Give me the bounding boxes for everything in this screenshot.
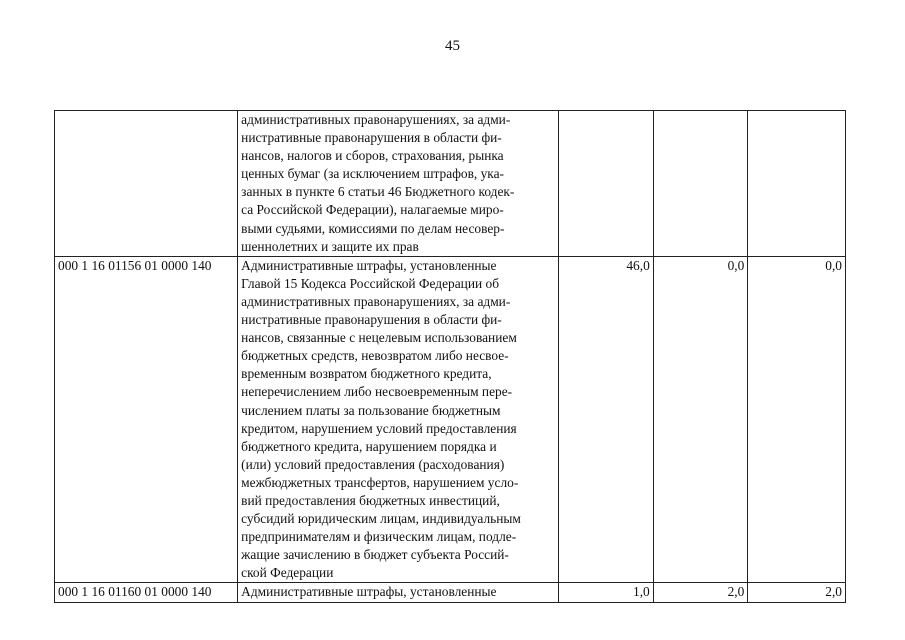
description-line: (или) условий предоставления (расходования): [241, 456, 505, 472]
description-line: Административные штрафы, установленные: [241, 257, 497, 273]
amount-year-2: [653, 111, 748, 257]
description-line: административных правонарушениях, за адми-: [241, 293, 511, 309]
amount-year-3: 0,0: [748, 256, 846, 583]
table-row: [55, 583, 846, 602]
revenue-description: [238, 583, 559, 602]
amount-year-3: [748, 111, 846, 257]
description-line: нансов, налогов и сборов, страхования, рынка: [241, 148, 504, 164]
budget-classification-code: 000 1 16 01160 01 0000 140: [55, 583, 238, 602]
revenue-description: [238, 256, 559, 583]
description-line: выми судьями, комиссиями по делам несовер-: [241, 220, 505, 236]
description-line: занных в пункте 6 статьи 46 Бюджетного кодек-: [241, 184, 515, 200]
amount-year-2: 2,0: [653, 583, 748, 602]
revenue-description: [238, 111, 559, 257]
budget-classification-code: 000 1 16 01156 01 0000 140: [55, 256, 238, 583]
description-line: са Российской Федерации), налагаемые миро-: [241, 202, 504, 218]
description-line: бюджетных средств, невозвратом либо несвое-: [241, 348, 509, 364]
description-line: вий предоставления бюджетных инвестиций,: [241, 492, 500, 508]
description-line: ценных бумаг (за исключением штрафов, ука-: [241, 166, 504, 182]
description-line: шеннолетних и защите их прав: [241, 238, 419, 254]
description-line: ской Федерации: [241, 565, 334, 581]
description-line: межбюджетных трансфертов, нарушением усло-: [241, 474, 519, 490]
amount-year-1: 46,0: [559, 256, 654, 583]
description-line: нансов, связанные с нецелевым использованием: [241, 330, 517, 346]
budget-revenue-table: [54, 110, 846, 603]
amount-year-1: [559, 111, 654, 257]
budget-classification-code: [55, 111, 238, 257]
table-body: [55, 111, 846, 603]
amount-year-2: 0,0: [653, 256, 748, 583]
description-line: кредитом, нарушением условий предоставления: [241, 420, 517, 436]
description-line: субсидий юридическим лицам, индивидуальным: [241, 511, 521, 527]
description-line: временным возвратом бюджетного кредита,: [241, 366, 492, 382]
description-line: нистративные правонарушения в области фи-: [241, 130, 502, 146]
description-line: неперечислением либо несвоевременным пере-: [241, 384, 513, 400]
table-row: [55, 111, 846, 257]
description-line: Главой 15 Кодекса Российской Федерации об: [241, 275, 500, 291]
description-line: числением платы за пользование бюджетным: [241, 402, 501, 418]
description-line: предпринимателям и физическим лицам, подле-: [241, 529, 517, 545]
page-number: 45: [445, 38, 460, 54]
description-line: нистративные правонарушения в области фи-: [241, 312, 502, 328]
description-line: административных правонарушениях, за адми-: [241, 112, 511, 127]
description-line: жащие зачислению в бюджет субъекта Россий-: [241, 547, 509, 563]
amount-year-3: 2,0: [748, 583, 846, 602]
description-line: бюджетного кредита, нарушением порядка и: [241, 438, 497, 454]
table-row: [55, 256, 846, 583]
amount-year-1: 1,0: [559, 583, 654, 602]
description-line: Административные штрафы, установленные: [241, 584, 497, 600]
